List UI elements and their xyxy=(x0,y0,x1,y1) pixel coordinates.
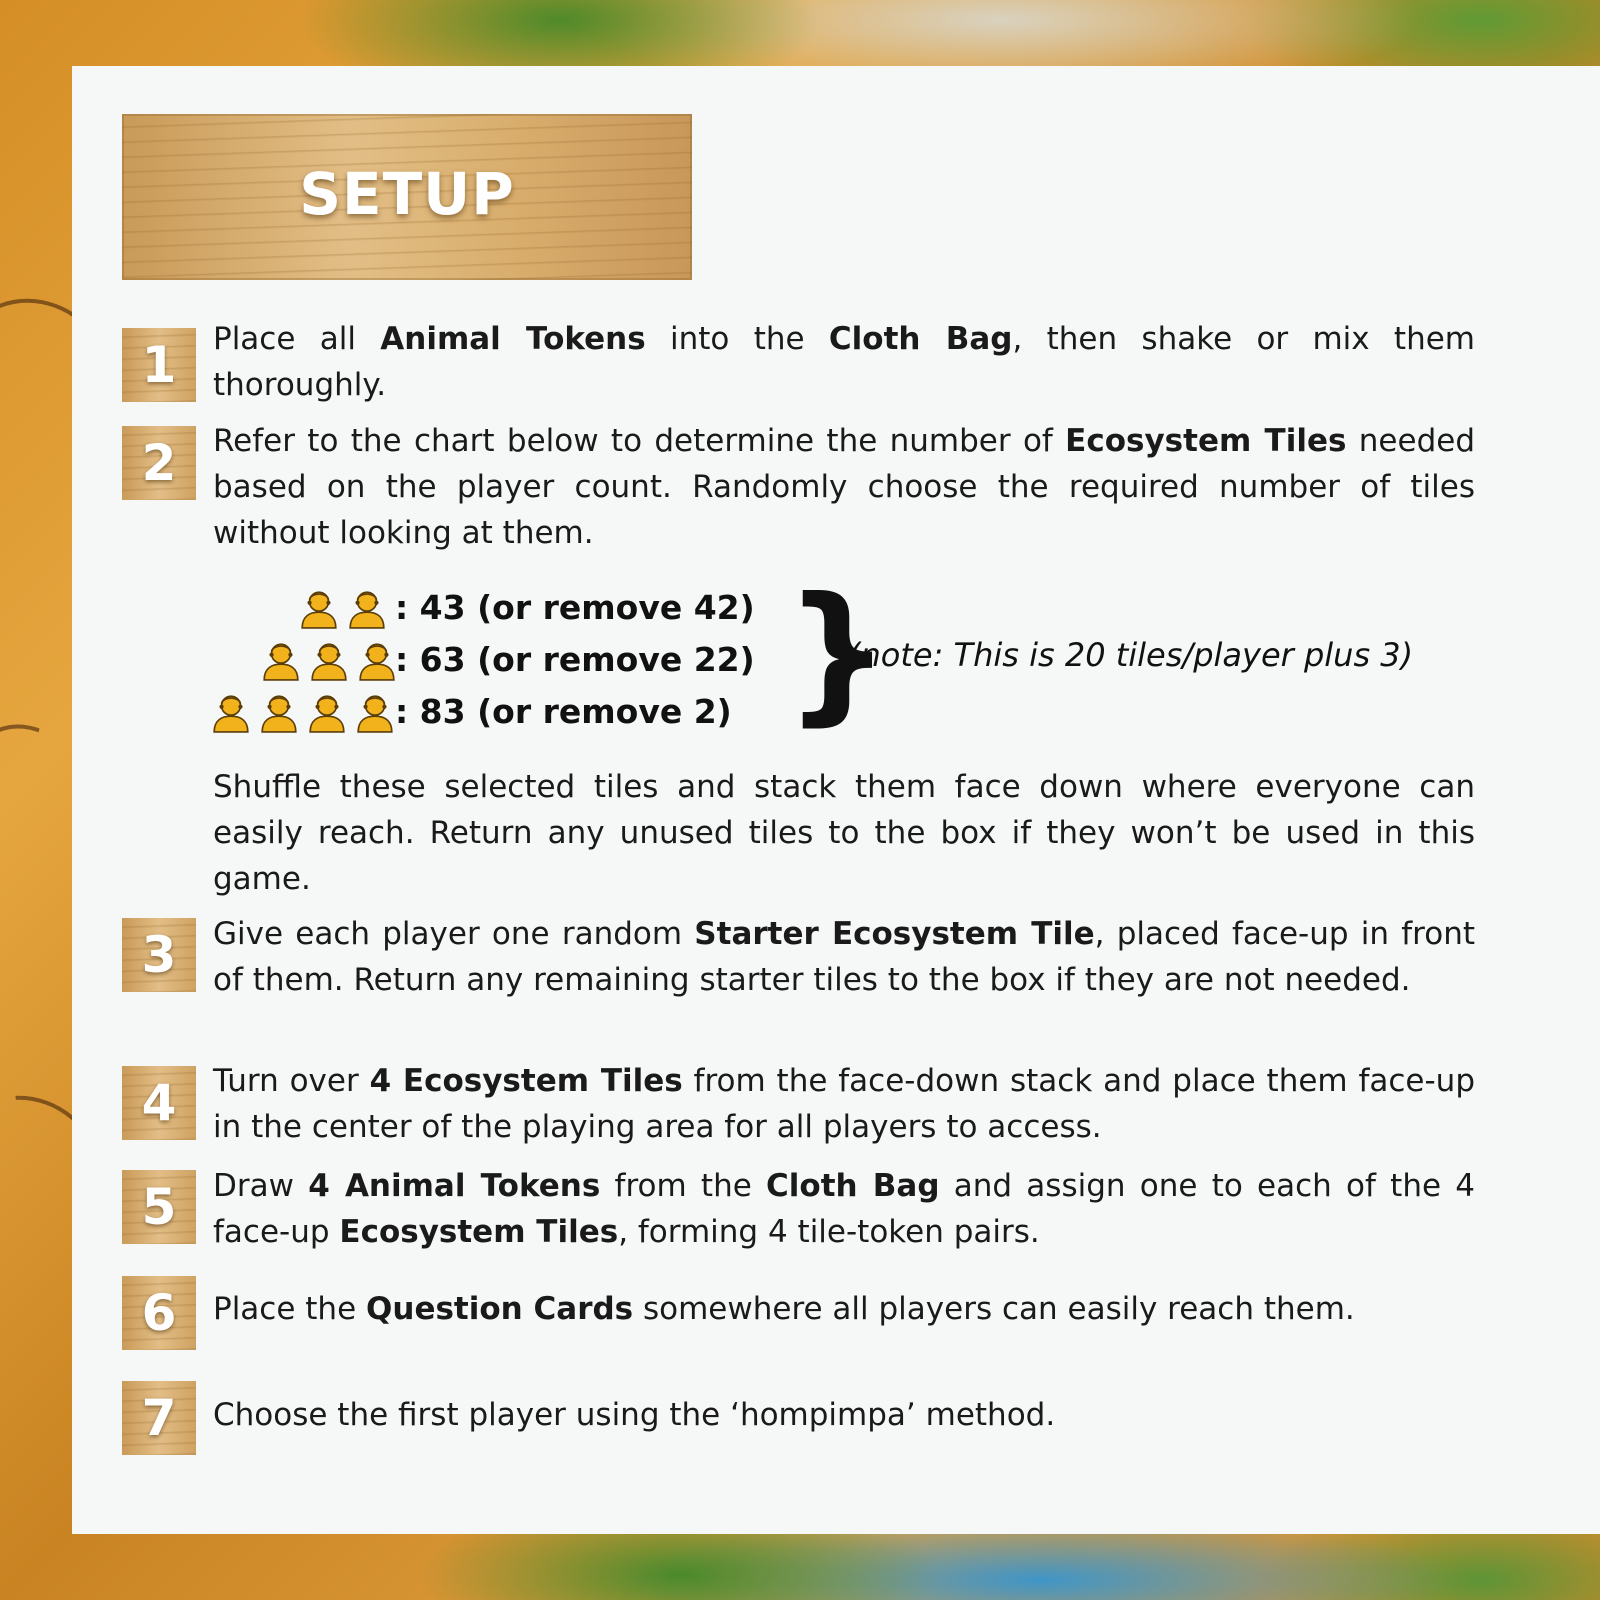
bold-term: Ecosystem Tiles xyxy=(1065,423,1347,459)
step-number-1: 1 xyxy=(122,328,196,402)
step-text-run: , forming 4 tile-token pairs. xyxy=(618,1214,1040,1250)
step-text-run: from the face-down stack and place them face-up in the center of the playing area for all players to access. xyxy=(213,1063,1476,1145)
step-text-run: needed based on the player count. Randomly choose the required number of tiles without looking at them. xyxy=(213,423,1475,551)
step-text-5 xyxy=(213,1163,1475,1255)
bold-term: Ecosystem Tiles xyxy=(339,1214,619,1250)
bold-term: 4 Animal Tokens xyxy=(308,1168,601,1204)
shuffle-text: Shuffle these selected tiles and stack them face down where everyone can easily reach. Return any unused tiles to the box if they won’t be used in this game. xyxy=(213,769,1475,897)
player-icons-2 xyxy=(298,582,388,634)
step-text-run: , then shake or mix them thoroughly. xyxy=(213,321,1475,403)
step-text-2 xyxy=(213,418,1475,556)
step-text-run: Draw xyxy=(213,1168,309,1204)
setup-banner xyxy=(122,114,692,280)
step-text-1 xyxy=(213,316,1475,408)
step-text-run: and assign one to each of the 4 face-up xyxy=(213,1168,1475,1250)
step-number-4: 4 xyxy=(122,1066,196,1140)
step-text-run: Turn over xyxy=(213,1063,370,1099)
tile-count-2-players: : 43 (or remove 42) xyxy=(395,588,755,627)
step-text-run: Place all xyxy=(213,321,381,357)
bracket: } xyxy=(784,566,891,740)
step-number-6: 6 xyxy=(122,1276,196,1350)
step-text-7 xyxy=(213,1392,1475,1438)
person-icon xyxy=(260,639,302,681)
bold-term: Starter Ecosystem Tile xyxy=(694,916,1095,952)
step-text-run: Refer to the chart below to determine the number of xyxy=(213,423,1066,459)
tile-count-3-players: : 63 (or remove 22) xyxy=(395,640,755,679)
step-number-2: 2 xyxy=(122,426,196,500)
step-text-run: from the xyxy=(600,1168,767,1204)
person-icon xyxy=(210,691,252,733)
player-icons-3 xyxy=(260,634,398,686)
chart-note: (note: This is 20 tiles/player plus 3) xyxy=(848,636,1414,674)
step-number-5: 5 xyxy=(122,1170,196,1244)
step-text-3 xyxy=(213,911,1475,1003)
step-text-run: , placed face-up in front of them. Return any remaining starter tiles to the box if they are not needed. xyxy=(213,916,1476,998)
bold-term: Cloth Bag xyxy=(828,321,1013,357)
bold-term: Question Cards xyxy=(366,1291,634,1327)
bold-term: Cloth Bag xyxy=(766,1168,940,1204)
bold-term: Animal Tokens xyxy=(380,321,646,357)
person-icon xyxy=(306,691,348,733)
person-icon xyxy=(346,587,388,629)
step-text-run: into the xyxy=(645,321,829,357)
setup-panel xyxy=(72,66,1600,1534)
person-icon xyxy=(308,639,350,681)
step-text-run: somewhere all players can easily reach them. xyxy=(633,1291,1355,1327)
step-text-4 xyxy=(213,1058,1475,1150)
tile-count-4-players: : 83 (or remove 2) xyxy=(395,692,732,731)
person-icon xyxy=(356,639,398,681)
step-text-run: Choose the first player using the ‘hompimpa’ method. xyxy=(213,1397,1056,1433)
page-title: SETUP xyxy=(299,160,515,228)
person-icon xyxy=(354,691,396,733)
step-text-run: Place the xyxy=(213,1291,367,1327)
step-text-6 xyxy=(213,1286,1475,1332)
step-text-run: Give each player one random xyxy=(213,916,695,952)
step-number-7: 7 xyxy=(122,1381,196,1455)
player-icons-4 xyxy=(210,686,396,738)
person-icon xyxy=(298,587,340,629)
person-icon xyxy=(258,691,300,733)
step-number-3: 3 xyxy=(122,918,196,992)
bold-term: 4 Ecosystem Tiles xyxy=(369,1063,683,1099)
